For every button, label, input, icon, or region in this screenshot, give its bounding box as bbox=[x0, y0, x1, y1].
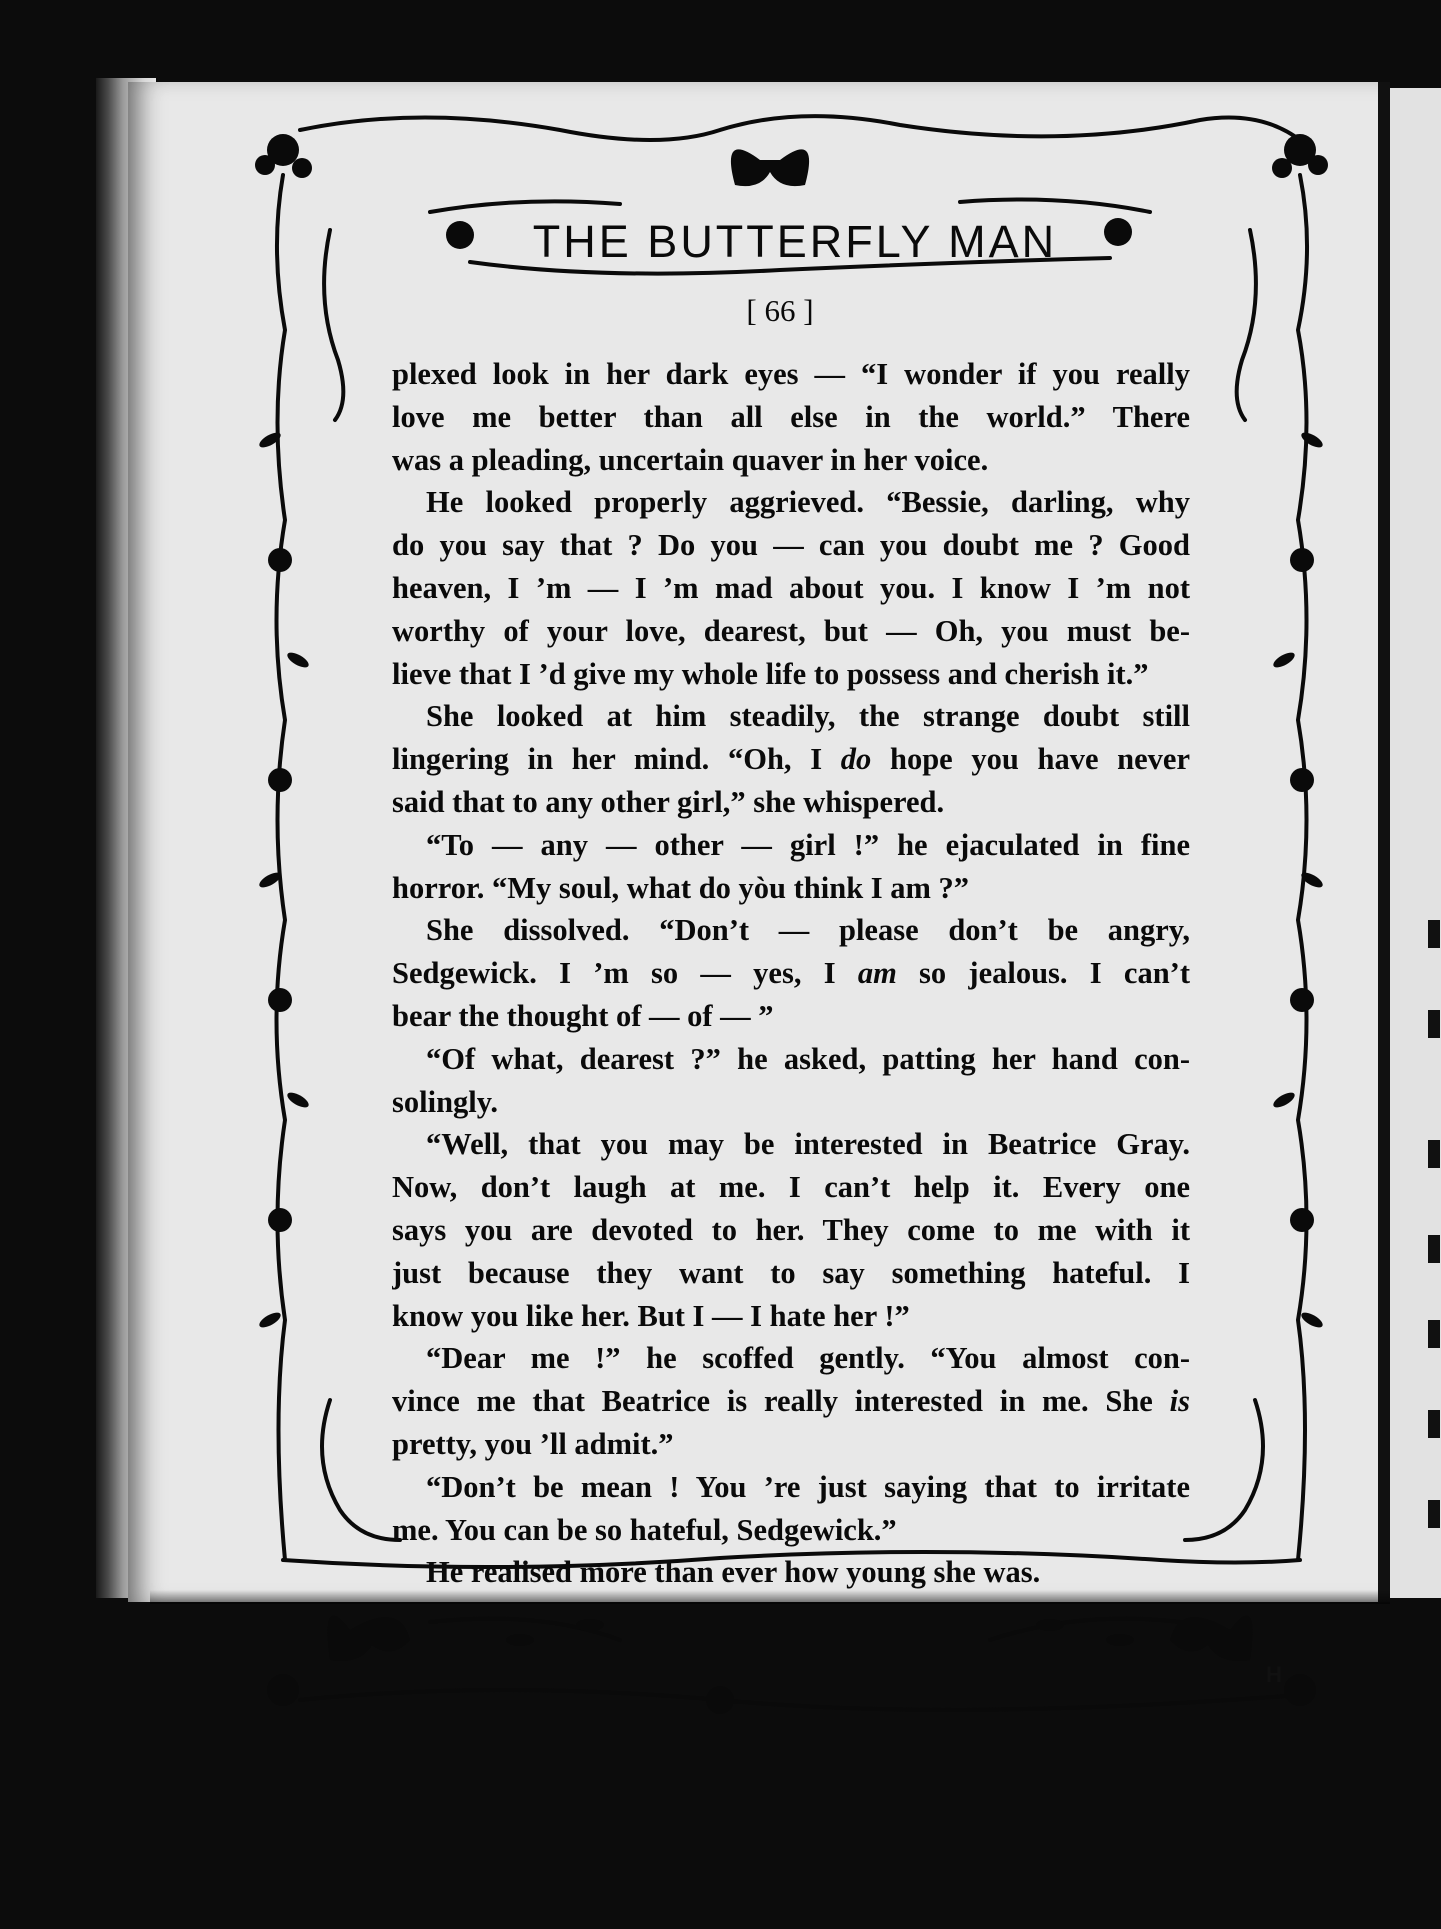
text-line bbox=[392, 353, 1190, 396]
text-line-content: She looked at him steadily, the strange doubt still bbox=[426, 699, 1190, 734]
text-line-content: was a pleading, uncertain quaver in her voice. bbox=[392, 442, 989, 477]
text-line bbox=[392, 524, 1190, 567]
text-line-content: “Well, that you may be interested in Beatrice Gray. bbox=[426, 1127, 1190, 1162]
text-line-content: She dissolved. “Don’t — please don’t be angry, bbox=[426, 913, 1190, 948]
text-line bbox=[392, 1081, 1190, 1124]
text-line-content: “Don’t be mean ! You ’re just saying that to irritate bbox=[426, 1469, 1190, 1504]
text-line bbox=[392, 653, 1190, 696]
text-line bbox=[392, 695, 1190, 738]
page-number: [ 66 ] bbox=[746, 293, 814, 328]
text-line bbox=[392, 738, 1190, 781]
text-line-content: lingering in her mind. “Oh, I bbox=[392, 742, 823, 777]
text-line-after: hope you have never bbox=[871, 742, 1190, 777]
text-line-content: “To — any — other — girl !” he ejaculated in fine bbox=[426, 827, 1190, 862]
text-line-content: Sedgewick. I ’m so — yes, I bbox=[392, 956, 836, 991]
text-line bbox=[392, 995, 1190, 1038]
text-line bbox=[392, 1166, 1190, 1209]
text-line bbox=[392, 1252, 1190, 1295]
text-line-content: worthy of your love, dearest, but — Oh, you must be- bbox=[392, 613, 1190, 648]
text-line bbox=[392, 396, 1190, 439]
text-line-content: heaven, I ’m — I ’m mad about you. I know I ’m not bbox=[392, 570, 1190, 605]
text-line-content: know you like her. But I — I hate her !” bbox=[392, 1298, 910, 1333]
text-line-content: Now, don’t laugh at me. I can’t help it. Every one bbox=[392, 1170, 1190, 1205]
text-line-content: horror. “My soul, what do yòu think I am ?” bbox=[392, 870, 970, 905]
text-line-italic: am bbox=[857, 956, 897, 991]
text-line-after: so jealous. I can’t bbox=[896, 956, 1190, 991]
text-line-content: love me better than all else in the world.” There bbox=[392, 399, 1190, 434]
body-text bbox=[392, 353, 1190, 1594]
text-line-content: lieve that I ’d give my whole life to possess and cherish it.” bbox=[392, 656, 1149, 691]
text-line-content: plexed look in her dark eyes — “I wonder if you really bbox=[392, 357, 1190, 391]
text-line-content: pretty, you ’ll admit.” bbox=[392, 1426, 674, 1461]
text-line bbox=[392, 439, 1190, 482]
text-line-content: He looked properly aggrieved. “Bessie, darling, why bbox=[426, 485, 1190, 520]
text-line bbox=[392, 610, 1190, 653]
text-line-italic: do bbox=[840, 742, 872, 777]
text-line-content: me. You can be so hateful, Sedgewick.” bbox=[392, 1512, 897, 1547]
text-line-content: said that to any other girl,” she whispered. bbox=[392, 784, 945, 819]
text-line-content: vince me that Beatrice is really interested in me. She bbox=[392, 1384, 1153, 1419]
text-line bbox=[392, 1123, 1190, 1166]
text-line bbox=[392, 781, 1190, 824]
text-line bbox=[392, 1509, 1190, 1552]
text-line bbox=[392, 481, 1190, 524]
text-line bbox=[392, 1423, 1190, 1466]
text-line-content: says you are devoted to her. They come to me with it bbox=[392, 1212, 1190, 1247]
text-line bbox=[392, 1038, 1190, 1081]
text-line bbox=[392, 824, 1190, 867]
text-line bbox=[392, 1209, 1190, 1252]
text-line bbox=[392, 567, 1190, 610]
text-line bbox=[392, 909, 1190, 952]
text-line-content: “Dear me !” he scoffed gently. “You almost con- bbox=[426, 1341, 1190, 1376]
text-line bbox=[392, 952, 1190, 995]
ornament-corner-mark: H bbox=[1266, 1662, 1282, 1687]
text-line-content: do you say that ? Do you — can you doubt me ? Good bbox=[392, 528, 1190, 563]
text-line bbox=[392, 1380, 1190, 1423]
text-line-content: “Of what, dearest ?” he asked, patting her hand con- bbox=[426, 1041, 1190, 1076]
text-line-content: just because they want to say something hateful. I bbox=[392, 1255, 1190, 1290]
text-line-content: bear the thought of — of — ” bbox=[392, 998, 774, 1033]
text-line-italic: is bbox=[1169, 1384, 1190, 1419]
text-line bbox=[392, 1337, 1190, 1380]
running-head-title: THE BUTTERFLY MAN bbox=[532, 216, 1058, 267]
text-line-content: He realised more than ever how young she was. bbox=[426, 1555, 1041, 1590]
text-line bbox=[392, 1466, 1190, 1509]
text-line-content: solingly. bbox=[392, 1084, 498, 1119]
text-line bbox=[392, 1551, 1190, 1594]
text-line bbox=[392, 867, 1190, 910]
text-line bbox=[392, 1295, 1190, 1338]
